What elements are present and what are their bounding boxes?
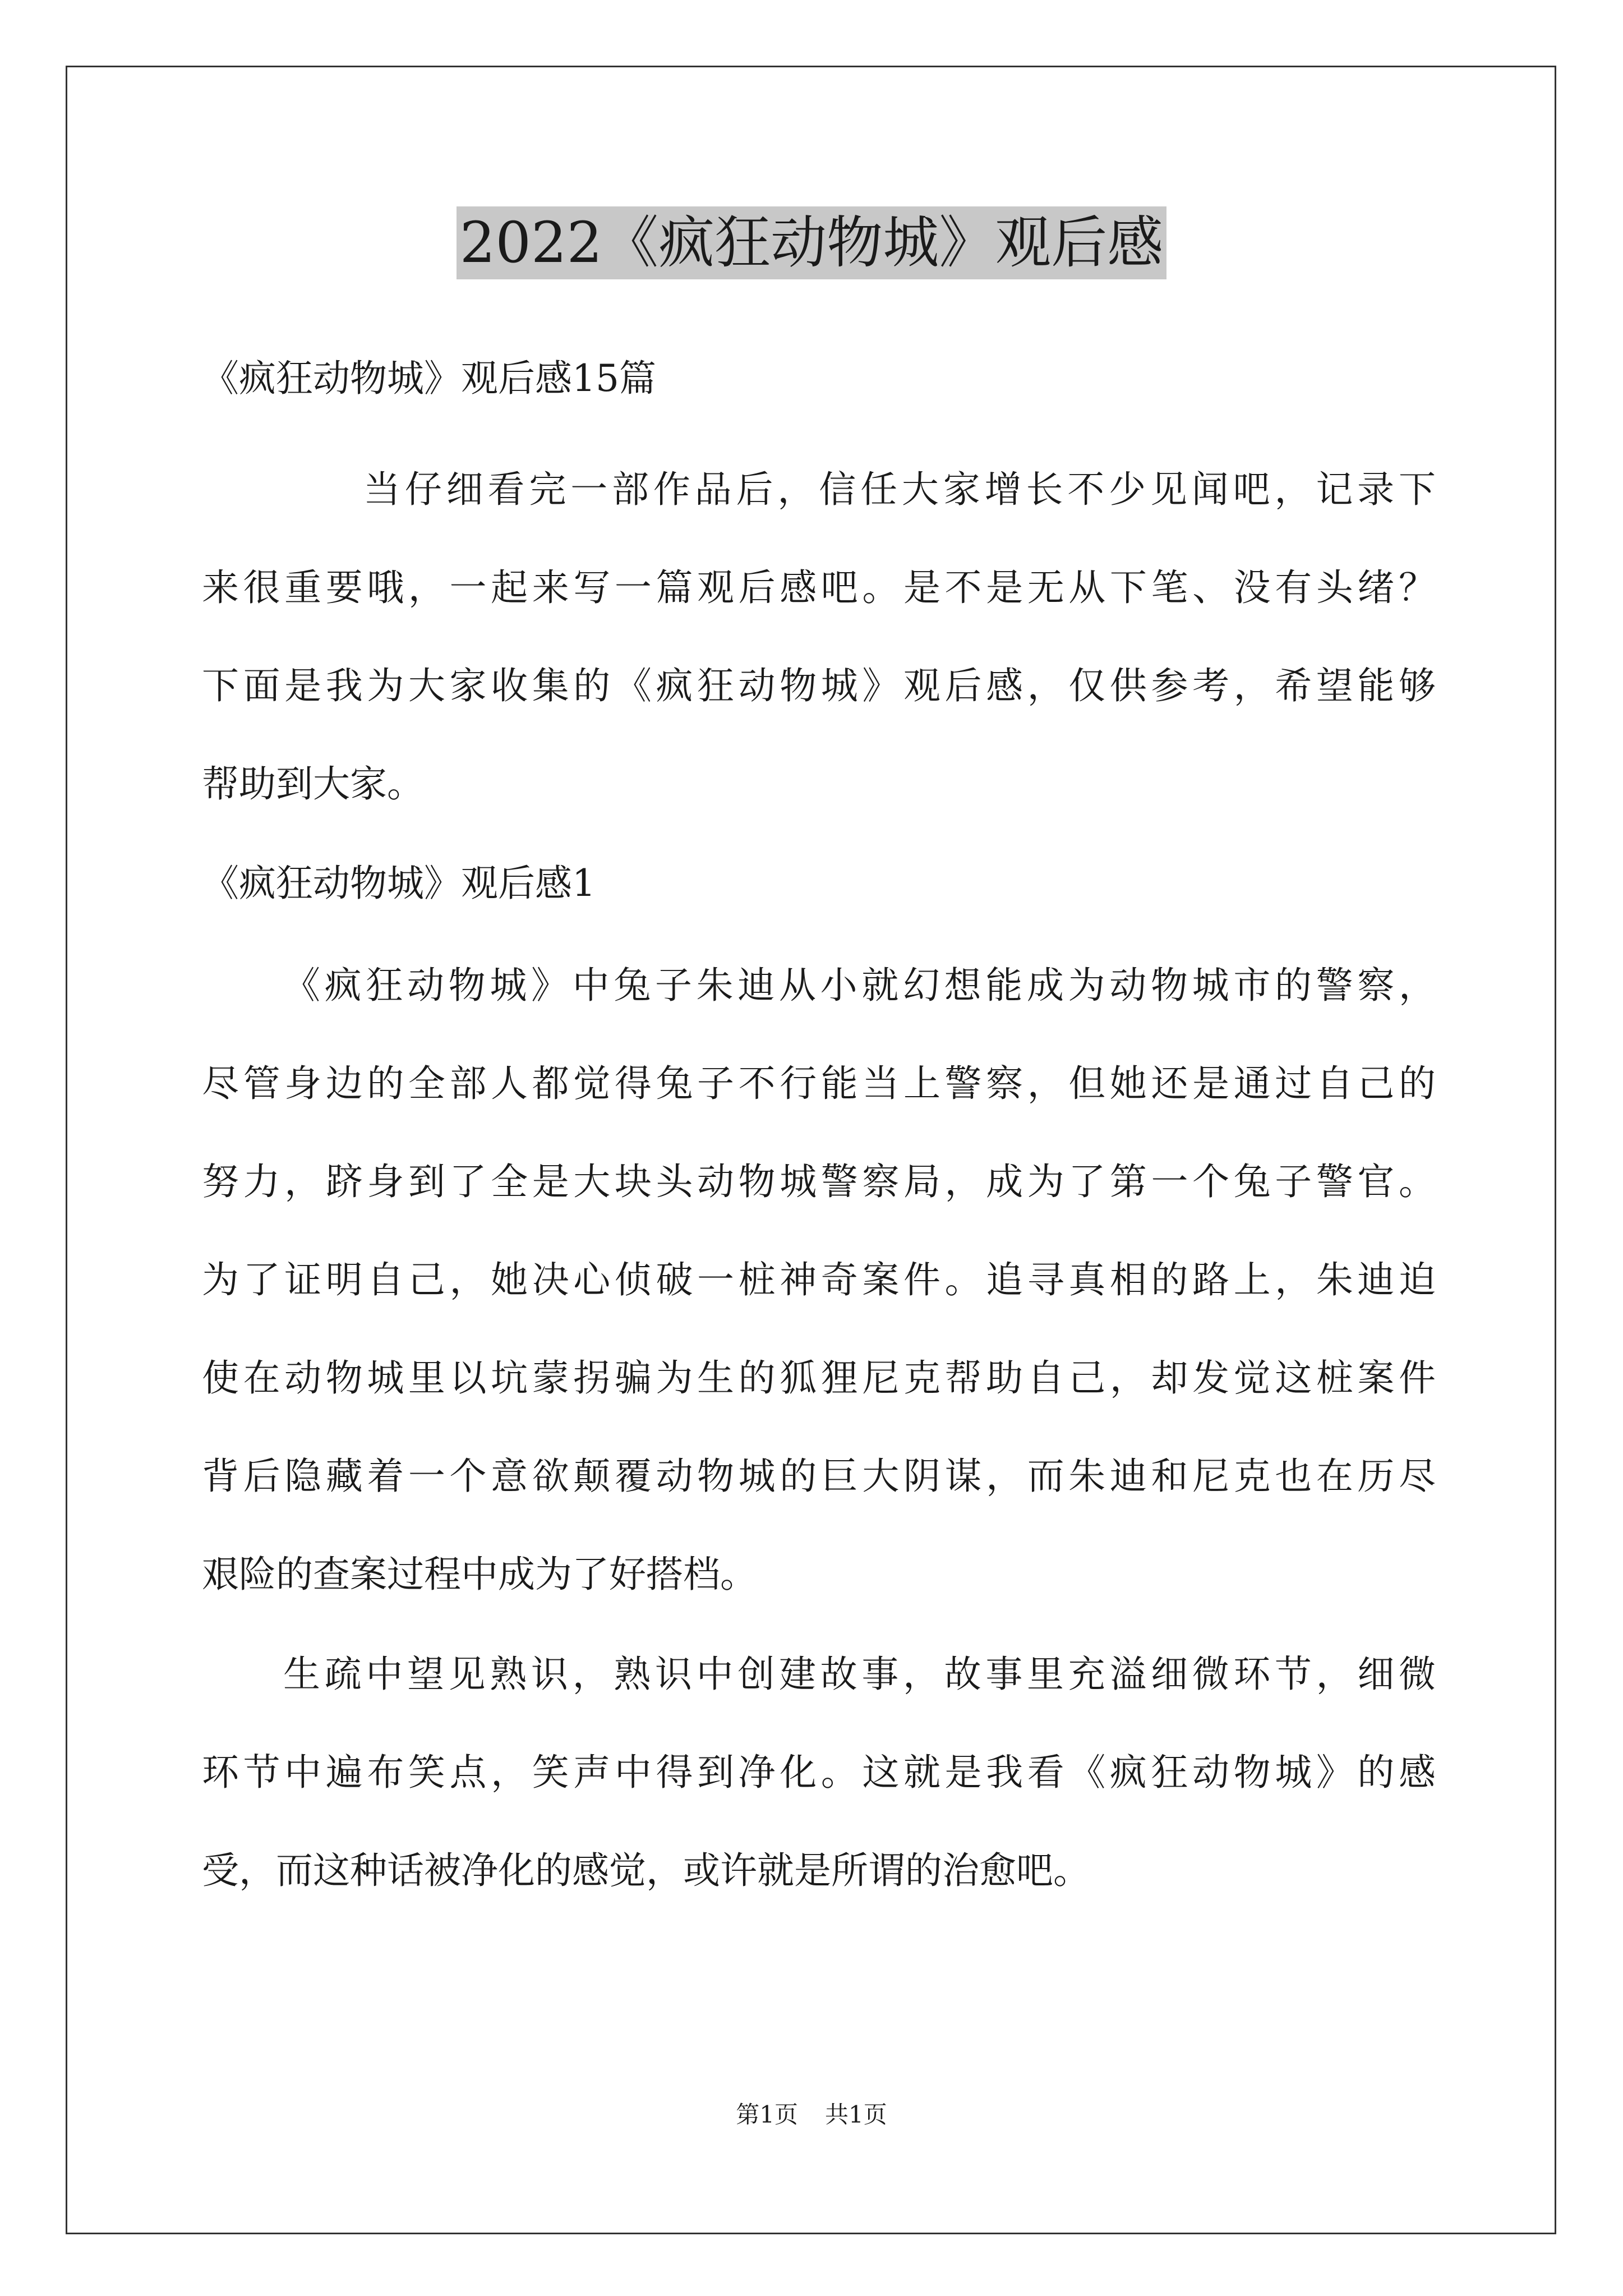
page-number: 第1页 xyxy=(736,2101,798,2128)
intro-line-1: 当仔细看完一部作品后，信任大家增长不少见闻吧，记录下 xyxy=(363,468,1436,511)
paragraph1-line-1: 《疯狂动物城》中兔子朱迪从小就幻想能成为动物城市的警察， xyxy=(283,964,1436,1007)
intro-line-2: 来很重要哦，一起来写一篇观后感吧。是不是无从下笔、没有头绪？ xyxy=(202,566,1436,609)
subtitle: 《疯狂动物城》观后感15篇 xyxy=(202,357,656,400)
document-title-block xyxy=(0,206,1623,279)
paragraph1-line-3: 努力，跻身到了全是大块头动物城警察局，成为了第一个兔子警官。 xyxy=(202,1160,1436,1203)
paragraph1-line-7: 艰险的查案过程中成为了好搭档。 xyxy=(202,1553,757,1596)
page-total: 共1页 xyxy=(825,2101,887,2128)
paragraph1-line-4: 为了证明自己，她决心侦破一桩神奇案件。追寻真相的路上，朱迪迫 xyxy=(202,1258,1436,1301)
intro-line-3: 下面是我为大家收集的《疯狂动物城》观后感，仅供参考，希望能够 xyxy=(202,664,1436,707)
page-footer xyxy=(0,2098,1623,2132)
section-heading: 《疯狂动物城》观后感1 xyxy=(202,862,596,905)
paragraph1-line-2: 尽管身边的全部人都觉得兔子不行能当上警察，但她还是通过自己的 xyxy=(202,1062,1436,1105)
paragraph1-line-6: 背后隐藏着一个意欲颠覆动物城的巨大阴谋，而朱迪和尼克也在历尽 xyxy=(202,1455,1436,1498)
paragraph2-line-3: 受，而这种话被净化的感觉，或许就是所谓的治愈吧。 xyxy=(202,1849,1090,1892)
paragraph1-line-5: 使在动物城里以坑蒙拐骗为生的狐狸尼克帮助自己，却发觉这桩案件 xyxy=(202,1356,1436,1400)
document-title: 2022《疯狂动物城》观后感 xyxy=(457,206,1167,279)
intro-line-4: 帮助到大家。 xyxy=(202,762,424,806)
paragraph2-line-1: 生疏中望见熟识，熟识中创建故事，故事里充溢细微环节，细微 xyxy=(283,1653,1436,1696)
paragraph2-line-2: 环节中遍布笑点，笑声中得到净化。这就是我看《疯狂动物城》的感 xyxy=(202,1751,1436,1794)
